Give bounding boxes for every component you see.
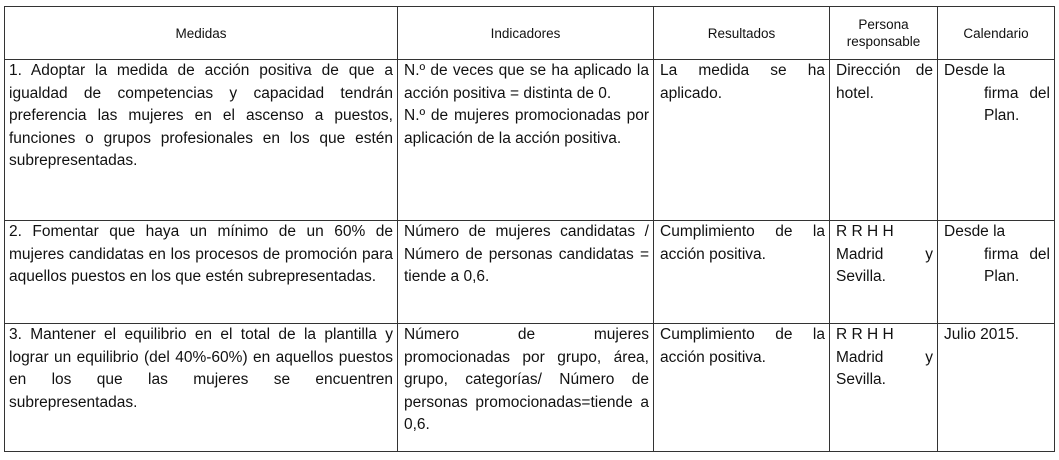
calendar-cell: Julio 2015. bbox=[938, 324, 1055, 452]
header-person-line2: responsable bbox=[846, 34, 921, 49]
header-indicators: Indicadores bbox=[398, 7, 654, 60]
table-row bbox=[5, 60, 1055, 221]
person-line: Madrid y Sevilla. bbox=[836, 348, 933, 388]
person-line: R R H H bbox=[836, 326, 894, 343]
person-line: Madrid y Sevilla. bbox=[836, 245, 933, 285]
indicator-cell: Número de mujeres candidatas / Número de personas candidatas = tiende a 0,6. bbox=[398, 221, 654, 324]
header-row bbox=[5, 7, 1055, 60]
measures-table bbox=[4, 6, 1055, 452]
indicator-cell bbox=[398, 60, 654, 221]
calendar-line: Desde la bbox=[944, 62, 1006, 79]
measure-cell: 1. Adoptar la medida de acción positiva de que a igualdad de competencias y capacidad tendrán preferencia las mujeres en el ascenso a puestos, funciones o grupos profesionales en los que estén subrepresentadas. bbox=[5, 60, 398, 221]
result-cell: La medida se ha aplicado. bbox=[654, 60, 830, 221]
indicator-text: N.º de veces que se ha aplicado la acción positiva = distinta de 0. bbox=[404, 62, 649, 102]
table-row bbox=[5, 324, 1055, 452]
result-cell: Cumplimiento de la acción positiva. bbox=[654, 221, 830, 324]
indicator-cell: Número de mujeres promocionadas por grupo, área, grupo, categorías/ Número de personas promocionadas=tiende a 0,6. bbox=[398, 324, 654, 452]
calendar-cell bbox=[938, 221, 1055, 324]
indicator-text: N.º de mujeres promocionadas por aplicación de la acción positiva. bbox=[404, 107, 649, 147]
header-measures: Medidas bbox=[5, 7, 398, 60]
measure-cell: 3. Mantener el equilibrio en el total de la plantilla y lograr un equilibrio (del 40%-60%) en aquellos puestos en los que las mujeres se encuentren subrepresentadas. bbox=[5, 324, 398, 452]
person-cell: Dirección de hotel. bbox=[830, 60, 938, 221]
person-line: R R H H bbox=[836, 223, 894, 240]
result-cell: Cumplimiento de la acción positiva. bbox=[654, 324, 830, 452]
calendar-line: Desde la bbox=[944, 223, 1006, 240]
calendar-cell bbox=[938, 60, 1055, 221]
person-cell bbox=[830, 221, 938, 324]
header-person-responsible bbox=[830, 7, 938, 60]
header-person-line1: Persona bbox=[858, 17, 909, 32]
header-calendar: Calendario bbox=[938, 7, 1055, 60]
calendar-line: firma del Plan. bbox=[984, 245, 1050, 285]
measure-cell: 2. Fomentar que haya un mínimo de un 60% de mujeres candidatas en los procesos de promoción para aquellos puestos en los que estén subrepresentadas. bbox=[5, 221, 398, 324]
person-cell bbox=[830, 324, 938, 452]
header-results: Resultados bbox=[654, 7, 830, 60]
calendar-line: firma del Plan. bbox=[984, 84, 1050, 124]
table-row bbox=[5, 221, 1055, 324]
